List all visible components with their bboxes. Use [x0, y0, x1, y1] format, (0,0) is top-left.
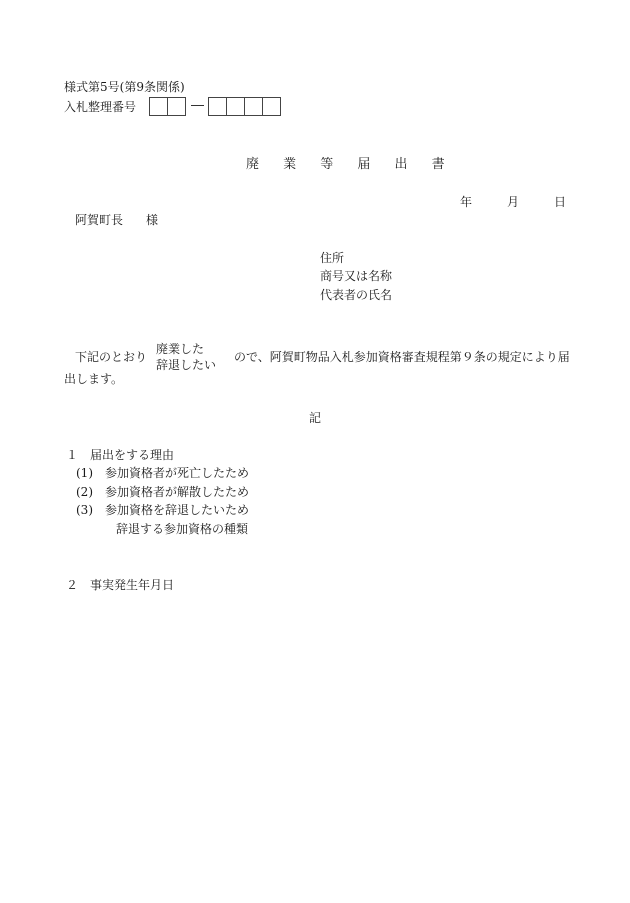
applicant-representative-label: 代表者の氏名 — [320, 288, 393, 302]
body-choice-closed: 廃業した — [156, 342, 205, 356]
applicant-address-label: 住所 — [320, 251, 345, 265]
form-number: 様式第5号(第9条関係) — [64, 80, 185, 94]
bid-number-box[interactable] — [226, 97, 245, 116]
bid-number-box[interactable] — [167, 97, 186, 116]
body-suffix: ので、阿賀町物品入札参加資格審査規程第９条の規定により届 — [234, 350, 570, 364]
body-prefix: 下記のとおり — [75, 350, 148, 364]
bid-number-box[interactable] — [208, 97, 227, 116]
applicant-trade-name-label: 商号又は名称 — [320, 269, 393, 283]
bid-number-prefix-boxes[interactable] — [149, 97, 185, 116]
date-month-label: 月 — [507, 195, 520, 209]
bid-number-label: 入札整理番号 — [64, 100, 137, 114]
reason-item-1: (1) 参加資格者が死亡したため — [76, 466, 249, 480]
addressee-name: 阿賀町長 — [75, 213, 124, 227]
body-continuation: 出します。 — [64, 372, 124, 386]
bid-number-box[interactable] — [149, 97, 168, 116]
bid-number-box[interactable] — [244, 97, 263, 116]
section1-heading: １ 届出をする理由 — [66, 448, 175, 462]
withdraw-qualification-type-label: 辞退する参加資格の種類 — [116, 522, 249, 536]
ki-heading: 記 — [309, 411, 322, 425]
bid-number-suffix-boxes[interactable] — [208, 97, 280, 116]
body-choice-withdraw: 辞退したい — [156, 358, 217, 372]
bid-number-box[interactable] — [262, 97, 281, 116]
date-year-label: 年 — [460, 195, 473, 209]
addressee-honorific: 様 — [146, 213, 159, 227]
reason-item-3: (3) 参加資格を辞退したいため — [76, 503, 249, 517]
document-title: 廃 業 等 届 出 書 — [246, 157, 455, 172]
reason-item-2: (2) 参加資格者が解散したため — [76, 485, 249, 499]
bid-number-dash — [191, 105, 204, 106]
section2-heading: ２ 事実発生年月日 — [66, 578, 175, 592]
date-day-label: 日 — [554, 195, 567, 209]
